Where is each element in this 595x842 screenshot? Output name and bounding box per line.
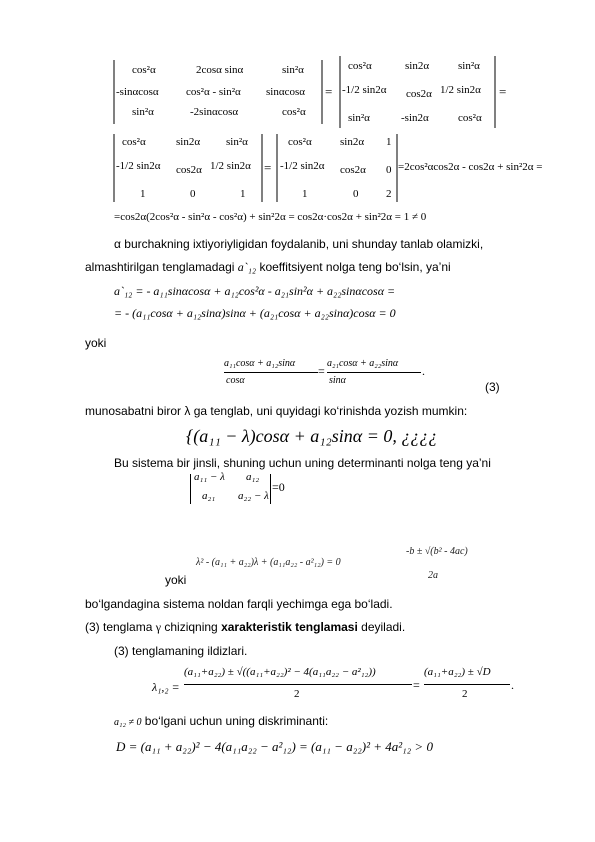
cell: -1/2 sin2α [280,160,325,172]
roots-lhs: λ₁,₂ = [152,680,180,694]
det-b: a₁₂ [246,471,260,483]
eq3-equals: = [318,364,325,378]
equation-number: (3) [485,380,500,394]
cell: sin2α [405,60,430,72]
cell: cos²α [282,106,306,118]
eq3-period: . [422,364,425,378]
roots-denominator-2: 2 [462,688,468,700]
characteristic-equation: λ² - (a₁₁ + a₂₂)λ + (a₁₁a₂₂ - a²₁₂) = 0 [196,557,341,568]
para2: munosabatni biror λ ga tenglab, uni quyidagi ko‘rinishda yozish mumkin: [85,404,468,418]
svg-text:=: = [499,84,507,99]
para1-line1: α burchakning ixtiyoriyligidan foydalanib, uni shunday tanlab olamizki, [114,237,484,251]
det-rhs: =0 [272,480,285,494]
para5-post: deyiladi. [357,620,406,634]
cell: -1/2 sin2α [342,84,387,96]
cell: sin2α [340,136,365,148]
cell: 1 [240,188,246,200]
system-equation: {(a₁₁ − λ)cosα + a₁₂sinα = 0, ¿¿¿¿ [186,426,438,446]
eq3-left-denominator: cosα [226,375,245,386]
yoki-label-2: yoki [165,573,187,587]
cell: 1 [140,188,146,200]
roots-fraction-bar-2 [424,684,510,685]
cell: -sin2α [401,112,429,124]
para6: (3) tenglamaning ildizlari. [114,644,248,658]
cell: sinαcosα [266,86,306,98]
cell: sin2α [176,136,201,148]
cell: -2sinαcosα [190,106,239,118]
coef-a12: a`₁₂ [237,260,257,274]
cell: 0 [386,164,392,176]
cell: 1 [302,188,308,200]
cell: 0 [353,188,359,200]
para4: bo‘lgandagina sistema noldan farqli yechimga ega bo‘ladi. [85,597,393,611]
yoki-label-1: yoki [85,336,107,350]
cell: cos²α - sin²α [186,86,241,98]
cell: cos²α [458,112,482,124]
cell: 1/2 sin2α [210,160,251,172]
para1-post: koeffitsiyent nolga teng bo‘lsin, ya’ni [256,260,451,274]
eq3-right-fraction-bar [327,372,421,373]
cell: sin²α [282,64,304,76]
det-right-bar [270,474,271,504]
gamma-symbol: γ [155,620,162,634]
det-d: a₂₂ − λ [238,490,269,502]
condition-formula: a₁₂ ≠ 0 [114,717,142,728]
cell: 2 [386,188,392,200]
cell: cos2α [406,88,432,100]
formula-a12-line1: a`₁₂ = - a₁₁sinαcosα + a₁₂cos²α - a₂₁sin²α + a₂₂sinαcosα = [114,284,396,298]
para5 [85,620,405,635]
roots-numerator-2: (a₁₁+a₂₂) ± √D [424,666,491,678]
cell: cos2α [176,164,202,176]
cell: cos²α [122,136,146,148]
eq3-right-denominator: sinα [329,375,346,386]
discriminant-formula: D = (a₁₁ + a₂₂)² − 4(a₁₁a₂₂ − a²₁₂) = (a₁₁ − a₂₂)² + 4a²₁₂ > 0 [116,739,433,754]
roots-numerator-1: (a₁₁+a₂₂) ± √((a₁₁+a₂₂)² − 4(a₁₁a₂₂ − a²₁₂)) [184,666,376,678]
svg-text:=: = [264,160,272,175]
para5-mid: chiziqning [161,620,222,634]
para1-pre: almashtirilgan tenglamadagi [85,260,238,274]
cell: cos2α [340,164,366,176]
roots-equals: = [413,678,420,692]
condition-text: bo‘lgani uchun uning diskriminanti: [141,714,329,728]
cell: cos²α [288,136,312,148]
cell: sin²α [458,60,480,72]
cell: sin²α [348,112,370,124]
cell: cos²α [348,60,372,72]
cell: 2cosα sinα [196,64,244,76]
cell: -sinαcosα [116,86,159,98]
roots-denominator-1: 2 [294,688,300,700]
row2-rhs: =2cos²αcos2α - cos2α + sin²2α = [398,161,543,173]
para5-pre: (3) tenglama [85,620,156,634]
cell: -1/2 sin2α [116,160,161,172]
quad-numerator: -b ± √(b² - 4ac) [406,546,468,557]
row3-formula: =cos2α(2cos²α - sin²α - cos²α) + sin²2α = cos2α·cos2α + sin²2α = 1 ≠ 0 [114,211,427,223]
roots-fraction-bar-1 [184,684,412,685]
term-bold: xarakteristik tenglamasi [221,620,358,634]
cell: sin²α [226,136,248,148]
formula-a12-line2: = - (a₁₁cosα + a₁₂sinα)sinα + (a₂₁cosα + a₂₂sinα)cosα = 0 [114,306,396,320]
condition-line [114,714,328,728]
roots-period: . [511,678,514,692]
cell: 0 [190,188,196,200]
para3: Bu sistema bir jinsli, shuning uchun uning determinanti nolga teng ya’ni [114,456,491,470]
svg-text:=: = [325,84,333,99]
eq3-left-numerator: a₁₁cosα + a₁₂sinα [224,358,296,369]
cell: cos²α [132,64,156,76]
para1-line2 [85,260,451,275]
det-left-bar [190,474,191,504]
cell: 1/2 sin2α [440,84,481,96]
eq3-left-fraction-bar [224,372,318,373]
cell: sin²α [132,106,154,118]
eq3-right-numerator: a₂₁cosα + a₂₂sinα [327,358,399,369]
det-a: a₁₁ − λ [194,471,225,483]
quad-denominator: 2a [428,570,438,581]
det-c: a₂₁ [202,490,216,502]
cell: 1 [386,136,392,148]
